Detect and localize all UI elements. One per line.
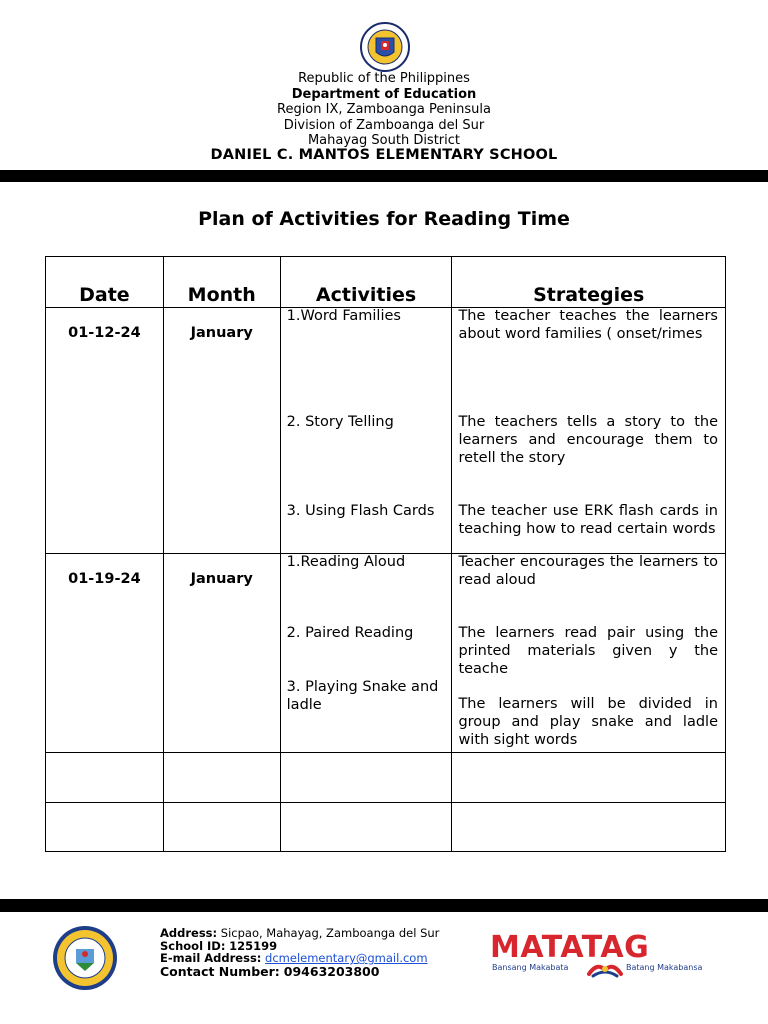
- school-seal-icon: [45, 925, 125, 991]
- footer-contact: [160, 965, 379, 978]
- email-label: E-mail Address:: [160, 951, 262, 965]
- strategy-item: The teacher use ERK flash cards in teaching how to read certain words: [458, 503, 718, 537]
- strategies-cell: [452, 554, 726, 753]
- header-region: Region IX, Zamboanga Peninsula: [277, 102, 491, 117]
- strategy-item: The learners read pair using the printed materials given y the teache: [458, 625, 718, 677]
- contact-label: Contact Number:: [160, 964, 280, 979]
- empty-row: [46, 753, 726, 803]
- matatag-logo: [490, 930, 710, 980]
- matatag-wordmark: MATATAG: [490, 930, 650, 965]
- activity-item: 1.Reading Aloud: [286, 554, 406, 570]
- activity-item: 2. Story Telling: [286, 414, 394, 430]
- date-cell: 01-19-24: [46, 554, 164, 753]
- header-district: Mahayag South District: [307, 133, 461, 148]
- empty-cell: [163, 803, 280, 852]
- empty-cell: [46, 803, 164, 852]
- brand-tagline-left: Bansang Makabata: [492, 963, 569, 972]
- empty-cell: [280, 803, 452, 852]
- brand-tagline-right: Batang Makabansa: [626, 963, 703, 972]
- empty-cell: [46, 753, 164, 803]
- address-value: Sicpao, Mahayag, Zamboanga del Sur: [220, 926, 440, 940]
- strategy-item: The learners will be divided in group and play snake and ladle with sight words: [458, 696, 718, 748]
- strategy-item: The teachers tells a story to the learners and encourage them to retell the story: [458, 414, 718, 466]
- deped-seal-icon: [352, 22, 418, 72]
- activity-item: 2. Paired Reading: [286, 625, 414, 641]
- school-id-value: 125199: [229, 939, 278, 953]
- strategy-item: The teacher teaches the learners about word families ( onset/rimes: [458, 308, 718, 342]
- contact-value: 09463203800: [283, 964, 380, 979]
- school-name: DANIEL C. MANTOS ELEMENTARY SCHOOL: [210, 147, 558, 163]
- empty-cell: [163, 753, 280, 803]
- table-row: [46, 554, 726, 753]
- activities-table: [45, 256, 726, 852]
- strategies-cell: [452, 308, 726, 554]
- strategy-item: Teacher encourages the learners to read aloud: [458, 554, 718, 588]
- activities-cell: [280, 554, 452, 753]
- empty-row: [46, 803, 726, 852]
- document-title: Plan of Activities for Reading Time: [198, 208, 570, 230]
- activity-item: 1.Word Families: [286, 308, 401, 324]
- month-cell: January: [163, 554, 280, 753]
- address-label: Address:: [160, 926, 218, 940]
- date-cell: 01-12-24: [46, 308, 164, 554]
- empty-cell: [280, 753, 452, 803]
- header-activities: Activities: [280, 257, 452, 308]
- footer-divider: [0, 899, 768, 912]
- header-department: Department of Education: [291, 87, 477, 102]
- header-division: Division of Zamboanga del Sur: [283, 118, 485, 133]
- header-date: Date: [46, 257, 164, 308]
- empty-cell: [452, 803, 726, 852]
- header-divider: [0, 170, 768, 182]
- header-month: Month: [163, 257, 280, 308]
- activities-cell: [280, 308, 452, 554]
- activity-item: 3. Playing Snake and ladle: [286, 679, 439, 713]
- table-row: [46, 308, 726, 554]
- empty-cell: [452, 753, 726, 803]
- email-link[interactable]: dcmelementary@gmail.com: [265, 951, 428, 965]
- school-id-label: School ID:: [160, 939, 226, 953]
- month-cell: January: [163, 308, 280, 554]
- hands-icon: [585, 958, 625, 980]
- activity-item: 3. Using Flash Cards: [286, 503, 435, 519]
- header-strategies: Strategies: [452, 257, 726, 308]
- table-header-row: [46, 257, 726, 308]
- header-republic: Republic of the Philippines: [298, 71, 470, 86]
